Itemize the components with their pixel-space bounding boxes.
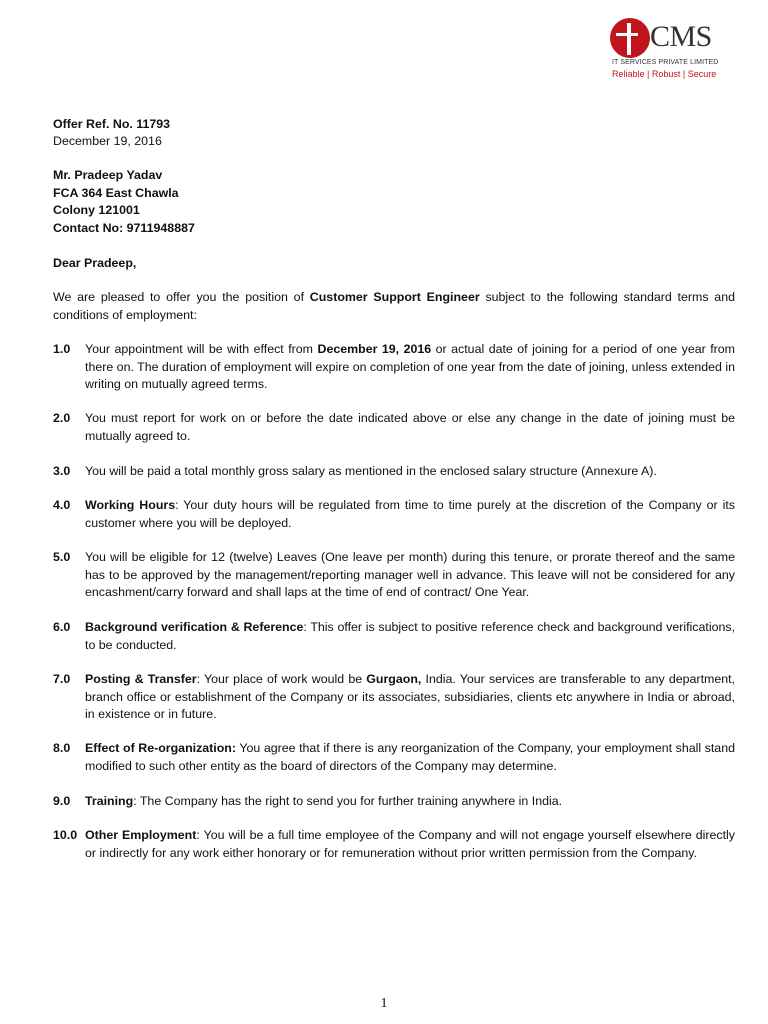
clause-8: 8.0 Effect of Re-organization: You agree that if there is any reorganization of the Company, your employment shall stand modified to such other entity as the board of directors of the Company may determine. [53,741,735,773]
clause-1: 1.0 Your appointment will be with effect from December 19, 2016 or actual date of joining for a period of one year from there on. The duration of employment will expire on completion of one year from the date of joining, unless extended in writing on mutually agreed terms. [53,342,735,391]
clause-2: 2.0 You must report for work on or before the date indicated above or else any change in the date of joining must be mutually agreed to. [53,411,735,443]
clause-number: 5.0 [53,550,71,564]
clause-3: 3.0 You will be paid a total monthly gross salary as mentioned in the enclosed salary structure (Annexure A). [53,463,735,481]
addressee-address-line2: Colony 121001 [53,203,140,217]
logo-subtitle: IT SERVICES PRIVATE LIMITED [612,59,719,66]
company-logo [610,18,730,82]
logo-emblem-icon [610,18,650,58]
clause-4: 4.0 Working Hours: Your duty hours will be regulated from time to time purely at the discretion of the Company or its customer where you will be deployed. [53,498,736,530]
logo-name: CMS [650,20,712,53]
clause-5: 5.0 You will be eligible for 12 (twelve) Leaves (One leave per month) during this tenure, or prorate thereof and the same has to be approved by the management/reporting manager well in advance. This leave will not be considered for any encashment/carry forward and shall laps at the time of end of contract/ One Year. [53,550,735,599]
salutation: Dear Pradeep, [53,256,137,270]
clause-number: 2.0 [53,411,71,425]
clause-number: 1.0 [53,342,71,356]
offer-reference: Offer Ref. No. 11793 [53,117,171,131]
page-number: 1 [380,996,388,1011]
clause-number: 3.0 [53,464,71,478]
addressee-contact: Contact No: 9711948887 [53,221,195,235]
clause-number: 4.0 [53,498,71,512]
position-title: Customer Support Engineer [309,290,480,304]
clause-10: 10.0 Other Employment: You will be a full time employee of the Company and will not engage yourself elsewhere directly or indirectly for any work either honorary or for remuneration without prior written permission from the Company. [53,828,735,860]
clause-number: 7.0 [53,672,71,686]
clause-number: 6.0 [53,620,71,634]
clause-number: 9.0 [53,794,71,808]
letter-date: December 19, 2016 [53,134,162,148]
clause-6: 6.0 Background verification & Reference: This offer is subject to positive reference check and background verifications, to be conducted. [53,620,735,652]
clause-9: 9.0 Training: The Company has the right to send you for further training anywhere in India. [53,793,735,811]
clause-7: 7.0 Posting & Transfer: Your place of work would be Gurgaon, India. Your services are transferable to any department, branch office or establishment of the Company or its associates, subsidiaries, clients etc anywhere in India or abroad, in existence or in future. [53,672,735,721]
addressee-address-line1: FCA 364 East Chawla [53,186,179,200]
addressee-name: Mr. Pradeep Yadav [53,168,163,182]
logo-tagline: Reliable | Robust | Secure [612,69,717,79]
clause-number: 10.0 [53,828,78,842]
intro-paragraph: We are pleased to offer you the position of Customer Support Engineer subject to the following standard terms and conditions of employment: [53,290,735,322]
clause-number: 8.0 [53,741,71,755]
